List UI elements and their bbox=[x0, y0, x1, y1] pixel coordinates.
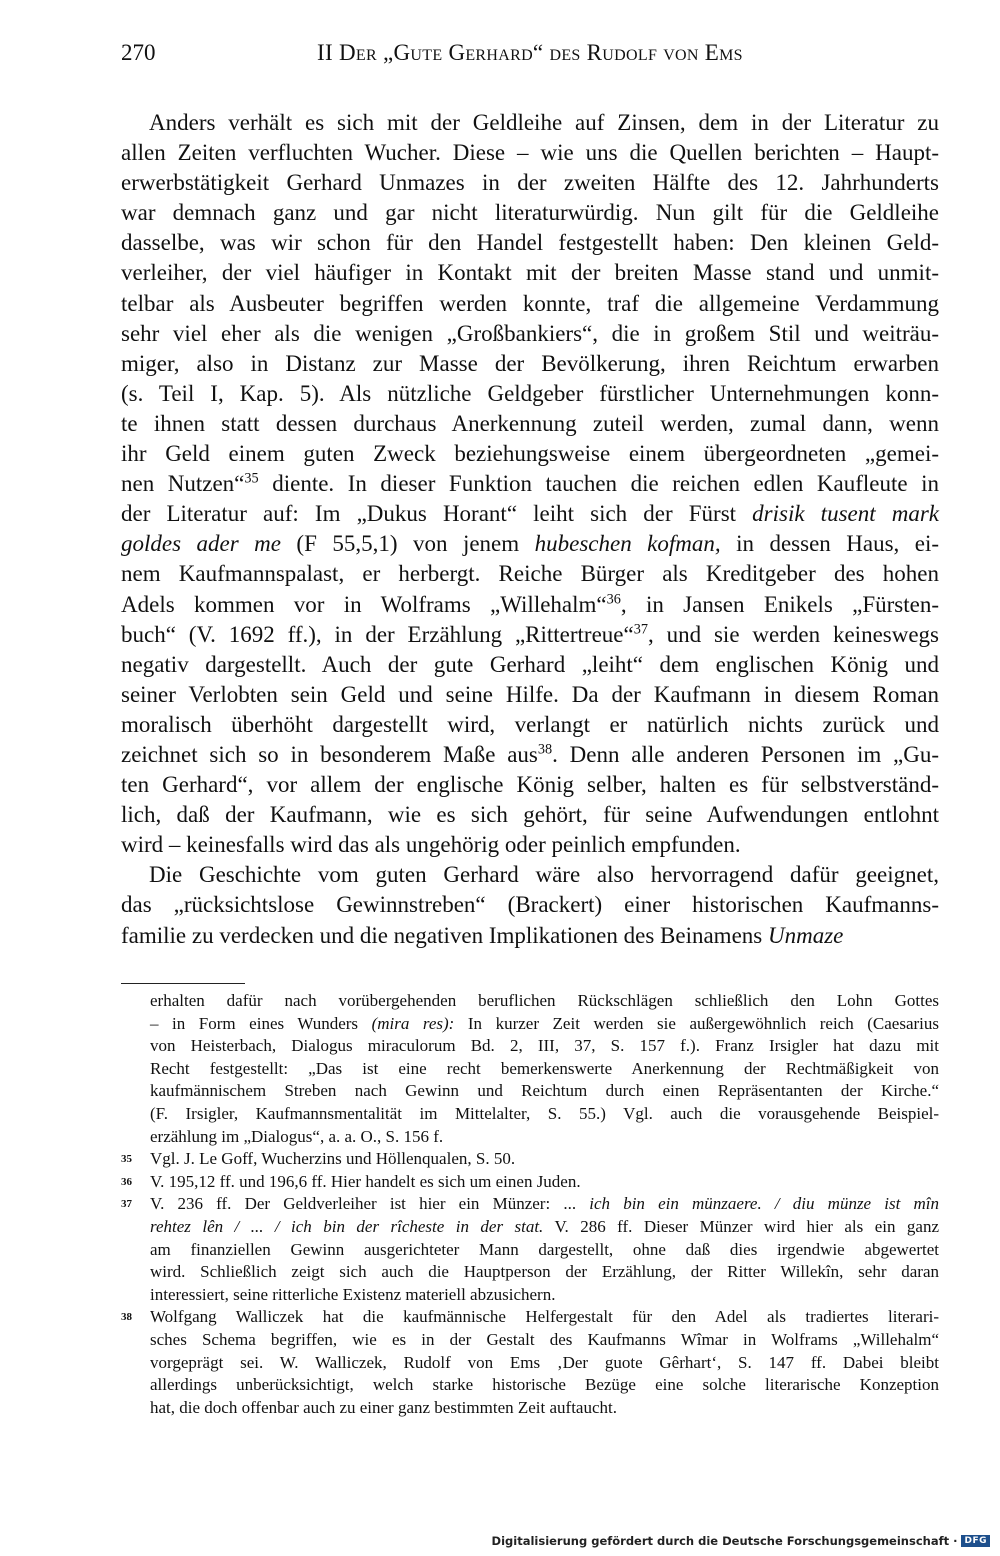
text-line: dasselbe, was wir schon für den Handel festgestellt haben: Den kleinen Geld- bbox=[121, 230, 939, 256]
footnote-line: V. 236 ff. Der Geldverleiher ist hier ein Münzer: ... ich bin ein münzaere. / diu münze ist mîn bbox=[150, 1194, 939, 1214]
text-line: der Literatur auf: Im „Dukus Horant“ leiht sich der Fürst drisik tusent mark bbox=[121, 501, 939, 527]
footnote-37 bbox=[121, 1193, 939, 1306]
footnote-line: allerdings unberücksichtigt, welch starke historische Bezüge eine solche literarische Konzeption bbox=[150, 1375, 939, 1395]
text-line: Anders verhält es sich mit der Geldleihe auf Zinsen, dem in der Literatur zu bbox=[149, 110, 939, 135]
footnote-line: V. 195,12 ff. und 196,6 ff. Hier handelt es sich um einen Juden. bbox=[150, 1171, 581, 1191]
footnote-line: erzählung im „Dialogus“, a. a. O., S. 156 f. bbox=[150, 1126, 444, 1146]
text-line: zeichnet sich so in besonderem Maße aus$^{38}$. Denn alle anderen Personen im „Gu- bbox=[121, 741, 939, 767]
main-text bbox=[121, 108, 939, 951]
running-title: II Der „Gute Gerhard“ des Rudolf von Ems bbox=[317, 40, 743, 65]
text-line: goldes ader me (F 55,5,1) von jenem hubeschen kofman, in dessen Haus, ei- bbox=[121, 531, 939, 557]
text-line: das „rücksichtslose Gewinnstreben“ (Brackert) einer historischen Kaufmanns- bbox=[121, 892, 939, 918]
footnote-line: sches Schema begriffen, wie es in der Gestalt des Kaufmanns Wîmar in Wolframs „Willehalm“ bbox=[150, 1329, 939, 1349]
footnote-line: erhalten dafür nach vorübergehenden beruflichen Rückschlägen schließlich den Lohn Gottes bbox=[150, 991, 939, 1010]
text-line: nem Kaufmannspalast, er herbergt. Reiche Bürger als Kreditgeber des hohen bbox=[121, 561, 939, 587]
footnote-number: 38 bbox=[121, 1311, 132, 1324]
footnote-line: Wolfgang Walliczek hat die kaufmännische Helfergestalt für den Adel als tradiertes literari- bbox=[150, 1307, 939, 1327]
footnote-line: Recht festgestellt: „Das ist eine recht bemerkenswerte Anerkennung der Rechtmäßigkeit von bbox=[150, 1058, 939, 1078]
text-line: erwerbstätigkeit Gerhard Unmazes in der zweiten Hälfte des 12. Jahrhunderts bbox=[121, 170, 939, 196]
text-line: nen Nutzen“$^{35}$ diente. In dieser Funktion tauchen die reichen edlen Kaufleute in bbox=[121, 470, 939, 497]
footnote-number: 36 bbox=[121, 1175, 132, 1188]
text-line: ihr Geld einem guten Zweck beziehungsweise einem übergeordneten „gemei- bbox=[121, 441, 939, 467]
text-line: wird – keinesfalls wird das als ungehörig oder peinlich empfunden. bbox=[121, 832, 741, 858]
text-line: allen Zeiten verfluchten Wucher. Diese – wie uns die Quellen berichten – Haupt- bbox=[121, 140, 939, 166]
footnote-line: Vgl. J. Le Goff, Wucherzins und Höllenqualen, S. 50. bbox=[150, 1149, 516, 1169]
footnote-line: (F. Irsigler, Kaufmannsmentalität im Mittelalter, S. 55.) Vgl. auch die vorausgehende Beispiel- bbox=[150, 1103, 939, 1123]
footnote-line: wird. Schließlich zeigt sich auch die Hauptperson der Erzählung, der Ritter Willekîn, sehr daran bbox=[150, 1262, 939, 1282]
text-line: te ihnen statt dessen durchaus Anerkennung zuteil werden, zumal dann, wenn bbox=[121, 410, 939, 436]
text-line: telbar als Ausbeuter begriffen werden konnte, traf die allgemeine Verdammung bbox=[121, 290, 939, 316]
text-line: buch“ (V. 1692 ff.), in der Erzählung „Rittertreue“$^{37}$, und sie werden keineswegs bbox=[121, 620, 939, 647]
text-line: seiner Verlobten sein Geld und seine Hilfe. Da der Kaufmann in diesem Roman bbox=[121, 681, 939, 707]
text-line: miger, also in Distanz zur Masse der Bevölkerung, ihren Reichtum erwarben bbox=[121, 350, 939, 376]
text-line: Adels kommen vor in Wolframs „Willehalm“$^{36}$, in Jansen Enikels „Fürsten- bbox=[121, 590, 939, 617]
footnote-35 bbox=[121, 1148, 939, 1171]
text-line: negativ dargestellt. Auch der gute Gerhard „leiht“ dem englischen König und bbox=[121, 651, 939, 677]
footnote-38 bbox=[121, 1306, 939, 1419]
footnote-line: vorgeprägt sei. W. Walliczek, Rudolf von Ems ‚Der guote Gêrhart‘, S. 147 ff. Dabei bleibt bbox=[150, 1352, 939, 1372]
footnote-number: 35 bbox=[121, 1153, 132, 1166]
page-header bbox=[121, 40, 941, 76]
text-line: lich, daß der Kaufmann, wie es sich gehört, für seine Aufwendungen entlohnt bbox=[121, 802, 939, 828]
text-line: ten Gerhard“, vor allem der englische König selber, halten es für selbstverständ- bbox=[121, 772, 939, 798]
footnote-rule bbox=[121, 983, 245, 984]
text-line: moralisch überhöht dargestellt wird, verlangt er natürlich nichts zurück und bbox=[121, 711, 939, 737]
page-number: 270 bbox=[121, 40, 156, 65]
text-line: verleiher, der viel häufiger in Kontakt mit der breiten Masse stand und unmit- bbox=[121, 260, 939, 286]
footnote-continuation bbox=[121, 990, 939, 1148]
footnote-line: – in Form eines Wunders (mira res): In kurzer Zeit werden sie außergewöhnlich reich (Caesarius bbox=[150, 1013, 940, 1033]
digitization-credit bbox=[492, 1534, 990, 1548]
text-line: familie zu verdecken und die negativen Implikationen des Beinamens Unmaze bbox=[121, 922, 844, 948]
footnote-line: am finanziellen Gewinn ausgerichteter Mann dargestellt, ohne daß dies irgendwie abgewertet bbox=[150, 1239, 939, 1259]
footnote-line: von Heisterbach, Dialogus miraculorum Bd. 2, III, 37, S. 157 f.). Franz Irsigler hat dazu mit bbox=[150, 1036, 939, 1056]
footnote-line: interessiert, seine ritterliche Existenz materiell abzusichern. bbox=[150, 1284, 556, 1304]
footnote-36 bbox=[121, 1171, 939, 1194]
footnotes bbox=[121, 990, 939, 1419]
text-line: Die Geschichte vom guten Gerhard wäre also hervorragend dafür geeignet, bbox=[149, 862, 939, 888]
dfg-logo-icon: DFG bbox=[961, 1535, 990, 1547]
footnote-line: rehtez lên / ... / ich bin der rîcheste in der stat. V. 286 ff. Dieser Münzer wird hier als ein ganz bbox=[150, 1216, 939, 1236]
footnote-line: kaufmännischem Streben nach Gewinn und Reichtum durch einen Repräsentanten der Kirche.“ bbox=[150, 1081, 939, 1101]
text-line: war demnach ganz und gar nicht literaturwürdig. Nun gilt für die Geldleihe bbox=[121, 200, 939, 226]
text-line: sehr viel eher als die wenigen „Großbankiers“, die in großem Stil und weiträu- bbox=[121, 320, 939, 346]
footnote-line: hat, die doch offenbar auch zu einer ganz bestimmten Zeit auftaucht. bbox=[150, 1397, 617, 1417]
text-line: (s. Teil I, Kap. 5). Als nützliche Geldgeber fürstlicher Unternehmungen konn- bbox=[121, 380, 939, 406]
credit-text: Digitalisierung gefördert durch die Deutsche Forschungsgemeinschaft · bbox=[491, 1534, 958, 1548]
footnote-number: 37 bbox=[121, 1198, 132, 1211]
